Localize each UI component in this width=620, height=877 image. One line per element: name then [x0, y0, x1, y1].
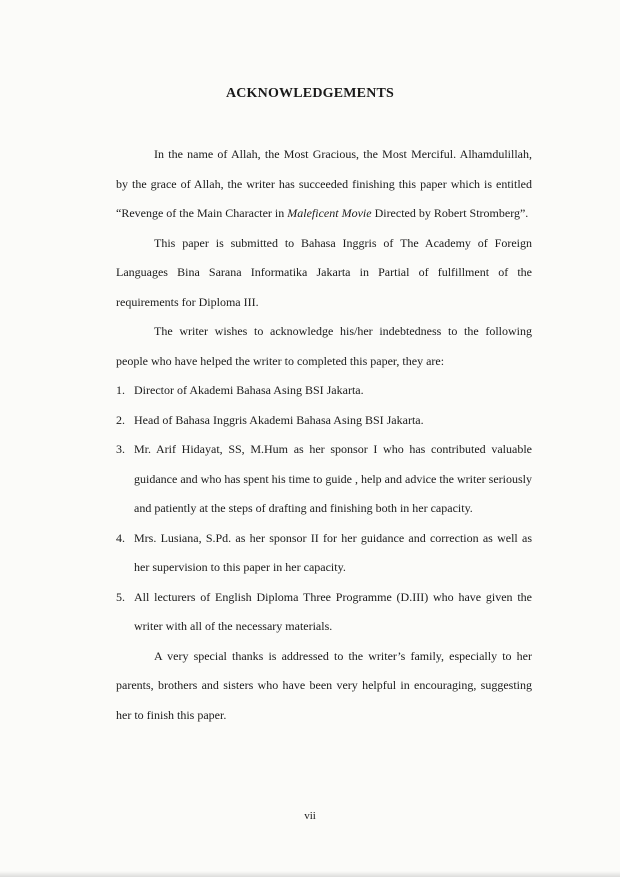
- page-number: vii: [304, 810, 316, 822]
- list-item: [116, 435, 532, 524]
- list-item-number: 3.: [116, 442, 125, 456]
- paragraph-opening-text-b: Directed by Robert Stromberg”.: [371, 206, 529, 220]
- list-item: [116, 406, 532, 436]
- paragraph-acknowledge: The writer wishes to acknowledge his/her indebtedness to the following people who have helped the writer to completed this paper, they are:: [116, 324, 532, 368]
- list-item-text: Head of Bahasa Inggris Akademi Bahasa Asing BSI Jakarta.: [134, 412, 424, 427]
- scan-edge-shadow: [0, 871, 620, 877]
- list-item-number: 5.: [116, 589, 125, 604]
- list-item: [116, 376, 532, 406]
- document-body: [116, 140, 532, 730]
- paragraph-submission: This paper is submitted to Bahasa Inggris of The Academy of Foreign Languages Bina Sarana Informatika Jakarta in Partial of fulfillment of the requirements for Diploma III.: [116, 235, 532, 309]
- list-item-number: 2.: [116, 412, 125, 427]
- list-item-number: 1.: [116, 383, 125, 397]
- list-item-text: Director of Akademi Bahasa Asing BSI Jakarta.: [134, 383, 364, 397]
- list-item-text: Mr. Arif Hidayat, SS, M.Hum as her sponsor I who has contributed valuable guidance and who has spent his time to guide , help and advice the writer seriously and patiently at the steps of drafting and finishing both in her capacity.: [134, 442, 532, 515]
- page-title: ACKNOWLEDGEMENTS: [225, 86, 395, 101]
- paragraph-opening-text-a: In the name of Allah, the Most Gracious, the Most Merciful. Alhamdulillah, by the grace of Allah, the writer has succeeded finishing this paper which is entitled “Revenge of the Main Character in: [116, 147, 532, 220]
- paragraph-opening: [116, 140, 532, 229]
- list-item: [116, 583, 532, 642]
- list-item: [116, 524, 532, 583]
- list-item-number: 4.: [116, 530, 125, 545]
- acknowledgement-list: [116, 376, 532, 642]
- list-item-text: Mrs. Lusiana, S.Pd. as her sponsor II for her guidance and correction as well as her supervision to this paper in her capacity.: [134, 530, 532, 574]
- movie-title-italic: Maleficent Movie: [287, 206, 372, 220]
- paragraph-family-thanks: A very special thanks is addressed to the writer’s family, especially to her parents, brothers and sisters who have been very helpful in encouraging, suggesting her to finish this paper.: [116, 648, 532, 722]
- list-item-text: All lecturers of English Diploma Three Programme (D.III) who have given the writer with all of the necessary materials.: [134, 589, 532, 633]
